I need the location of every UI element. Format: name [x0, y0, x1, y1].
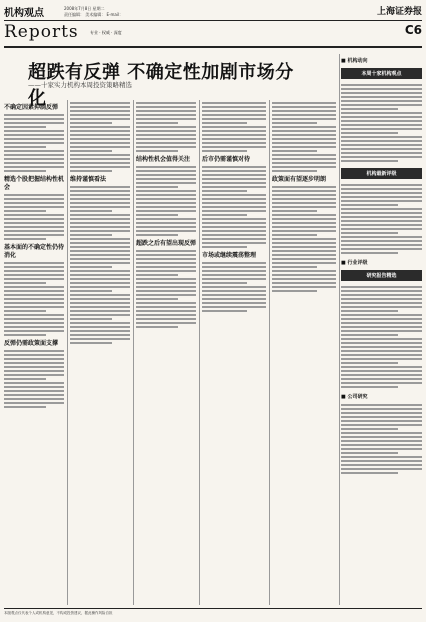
footer-disclaimer: 本版观点仅代表个人或机构意见，不构成投资建议，据此操作风险自担 — [4, 608, 422, 616]
column-5 — [272, 100, 336, 605]
section-heading: 维持谨慎看法 — [70, 176, 107, 183]
panel-rule — [339, 54, 340, 605]
panel-box-title: 本周十家机构观点 — [341, 68, 422, 79]
column-1 — [4, 100, 64, 605]
masthead-divider — [4, 46, 422, 48]
masthead-editor: 责任编辑： 美术编辑： E-mail： — [64, 12, 124, 17]
panel-tag: ■ 行业评级 — [341, 260, 368, 266]
panel-body — [341, 402, 422, 476]
section-heading: 后市仍需谨慎对待 — [202, 156, 251, 163]
section-heading: 结构性机会值得关注 — [136, 156, 191, 163]
column-rule — [199, 100, 200, 605]
column-3 — [136, 100, 196, 605]
paper-name: 上海证券报 — [376, 7, 422, 17]
section-heading: 精选个股把握结构性机会 — [4, 176, 64, 191]
panel-body — [341, 82, 422, 164]
right-panel — [341, 54, 422, 599]
subheadline: ——十家实力机构本周投资策略精选 — [28, 81, 132, 89]
column-rule — [269, 100, 270, 605]
page-code: C6 — [404, 23, 422, 37]
panel-box-title: 机构最新评级 — [341, 168, 422, 179]
masthead-date: 2008年7月8日 星期二 — [64, 6, 105, 11]
section-heading: 超跌之后有望出现反弹 — [136, 240, 196, 247]
panel-body — [341, 284, 422, 390]
reports-tagline: 专业 · 权威 · 深度 — [90, 30, 122, 35]
column-2 — [70, 100, 130, 605]
section-name: 机构观点 — [4, 8, 44, 19]
section-heading: 市场或继续震荡整理 — [202, 252, 257, 259]
panel-tag: ■ 公司研究 — [341, 394, 368, 400]
section-heading: 政策面有望逐步明朗 — [272, 176, 327, 183]
panel-body — [341, 182, 422, 256]
section-heading: 基本面的不确定性仍待消化 — [4, 244, 64, 259]
top-divider — [4, 20, 422, 21]
headline: 超跌有反弹 不确定性加剧市场分化 — [28, 62, 294, 109]
panel-tag: ■ 机构动向 — [341, 58, 368, 64]
masthead-meta — [64, 6, 123, 18]
column-rule — [133, 100, 134, 605]
panel-box-title: 研究报告精选 — [341, 270, 422, 281]
reports-label: Reports — [4, 22, 79, 42]
column-4 — [202, 100, 266, 605]
section-heading: 不确定因素抑制反弹 — [4, 104, 59, 111]
section-heading: 反弹仍需政策面支撑 — [4, 340, 59, 347]
column-rule — [67, 100, 68, 605]
